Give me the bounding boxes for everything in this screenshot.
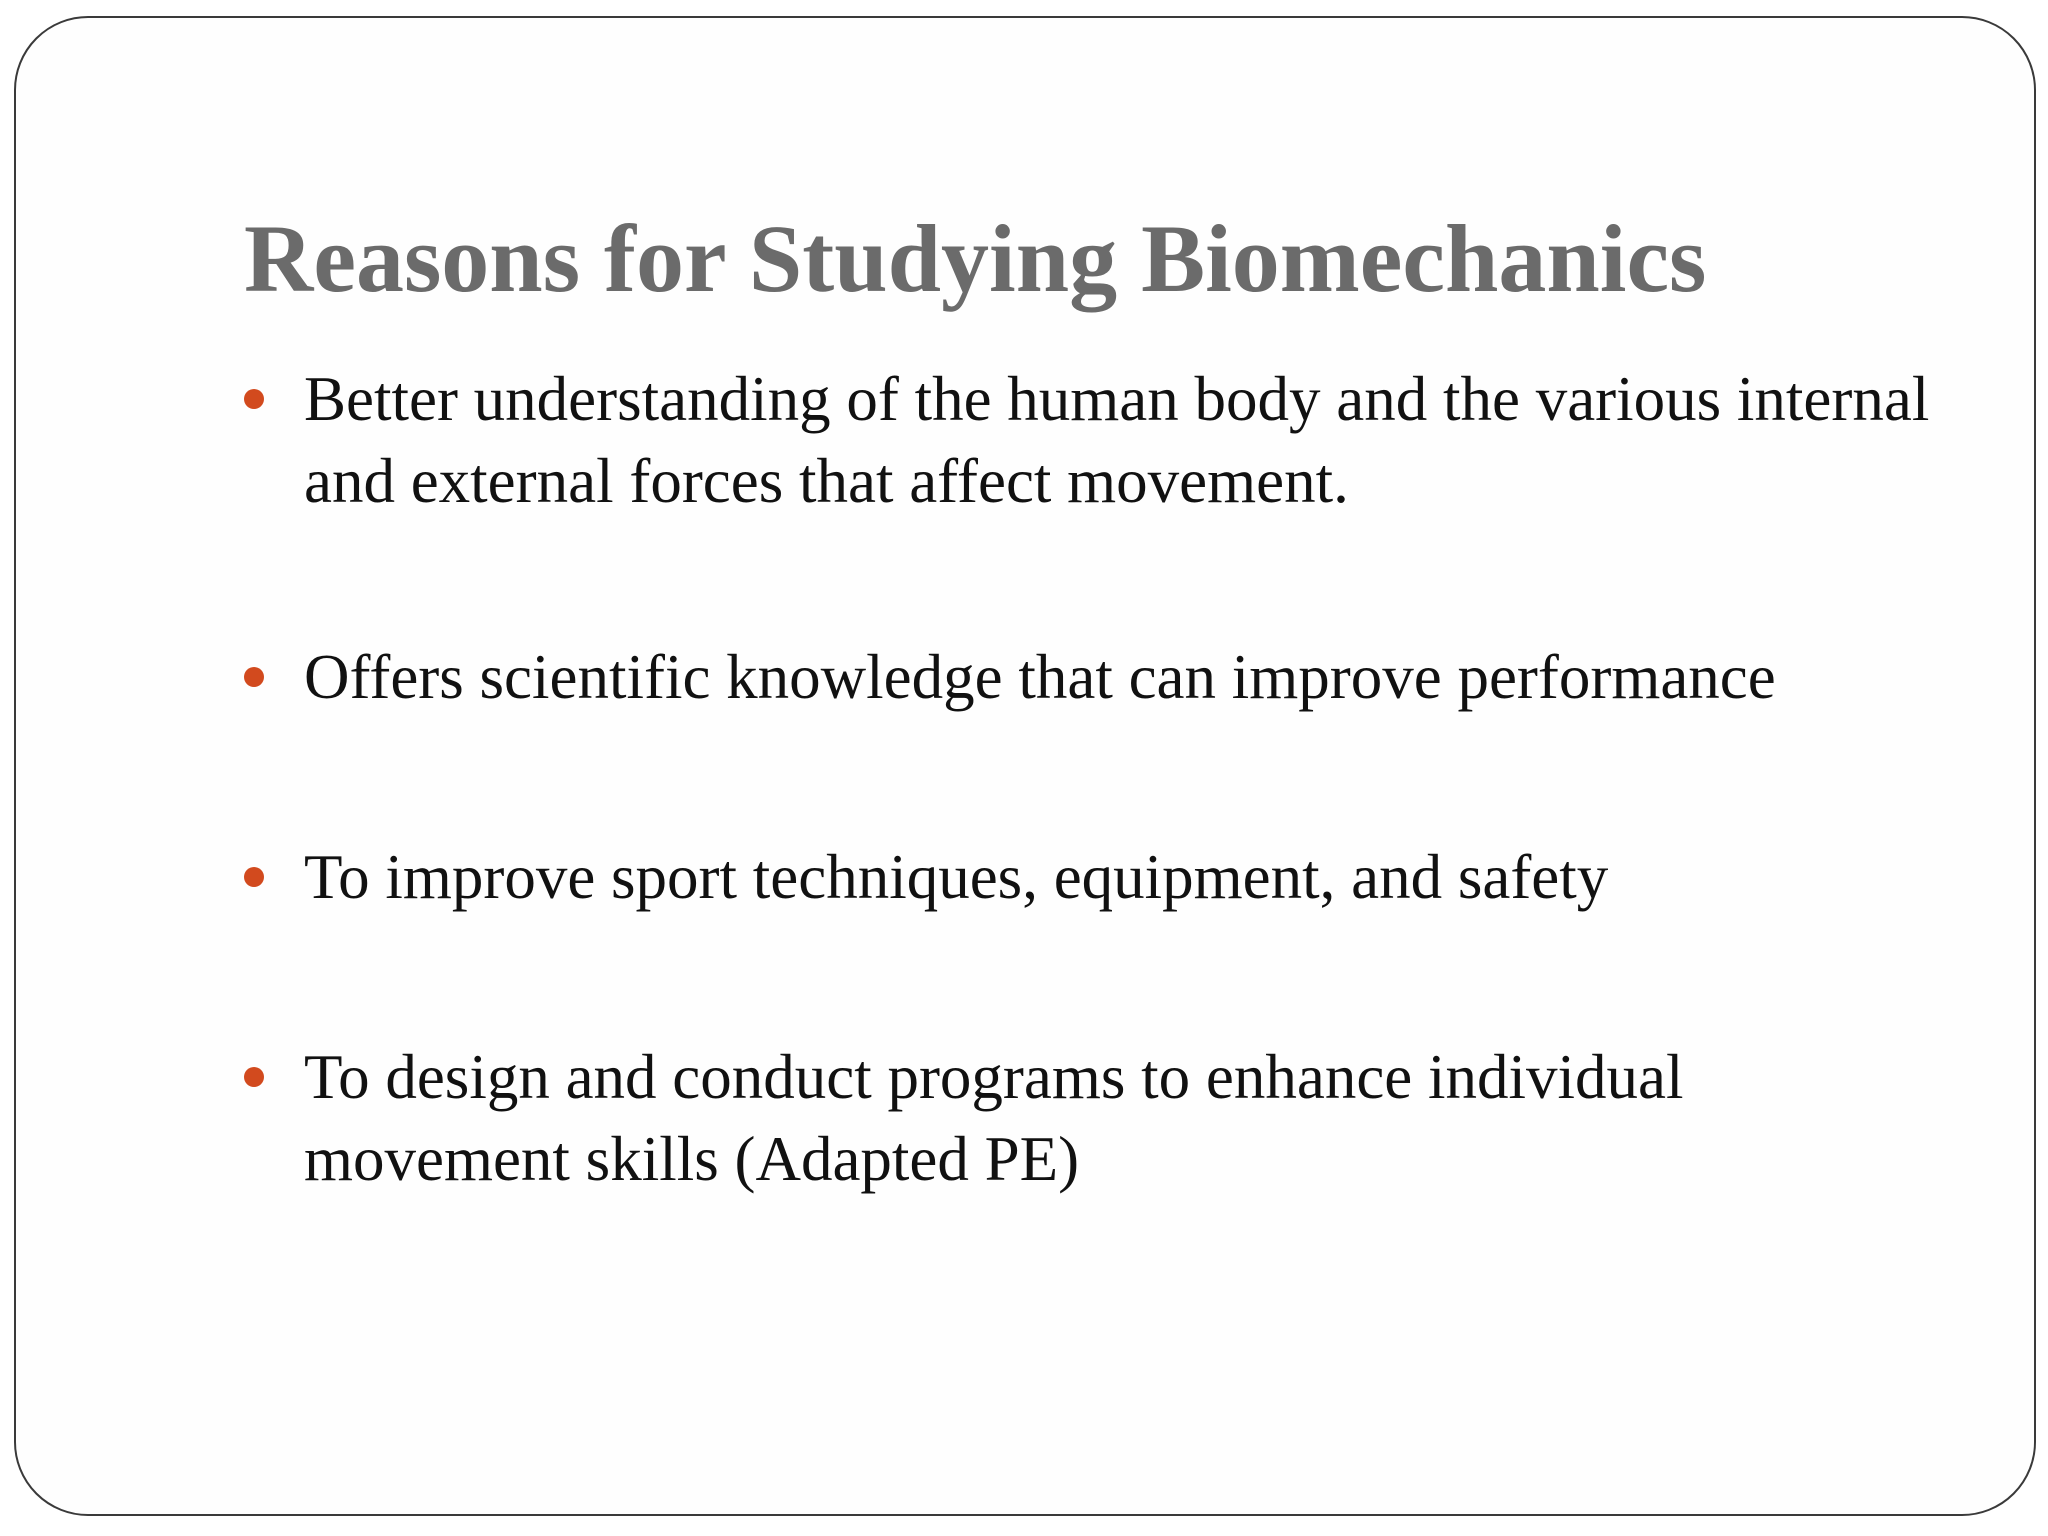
bullet-text: To improve sport techniques, equipment, and safety [304, 842, 1609, 912]
slide-title: Reasons for Studying Biomechanics [244, 205, 1707, 312]
bullet-item [244, 358, 1964, 522]
bullet-item [244, 836, 1964, 918]
bullet-text: Better understanding of the human body and the various internal and external forces that affect movement. [304, 364, 1930, 516]
bullet-item [244, 1036, 1964, 1200]
bullet-item [244, 636, 1964, 718]
bullet-dot-icon [244, 1067, 264, 1087]
bullet-dot-icon [244, 867, 264, 887]
bullet-dot-icon [244, 667, 264, 687]
slide [14, 16, 2036, 1516]
bullet-dot-icon [244, 389, 264, 409]
bullet-text: Offers scientific knowledge that can improve performance [304, 642, 1776, 712]
bullet-text: To design and conduct programs to enhance individual movement skills (Adapted PE) [304, 1042, 1684, 1194]
